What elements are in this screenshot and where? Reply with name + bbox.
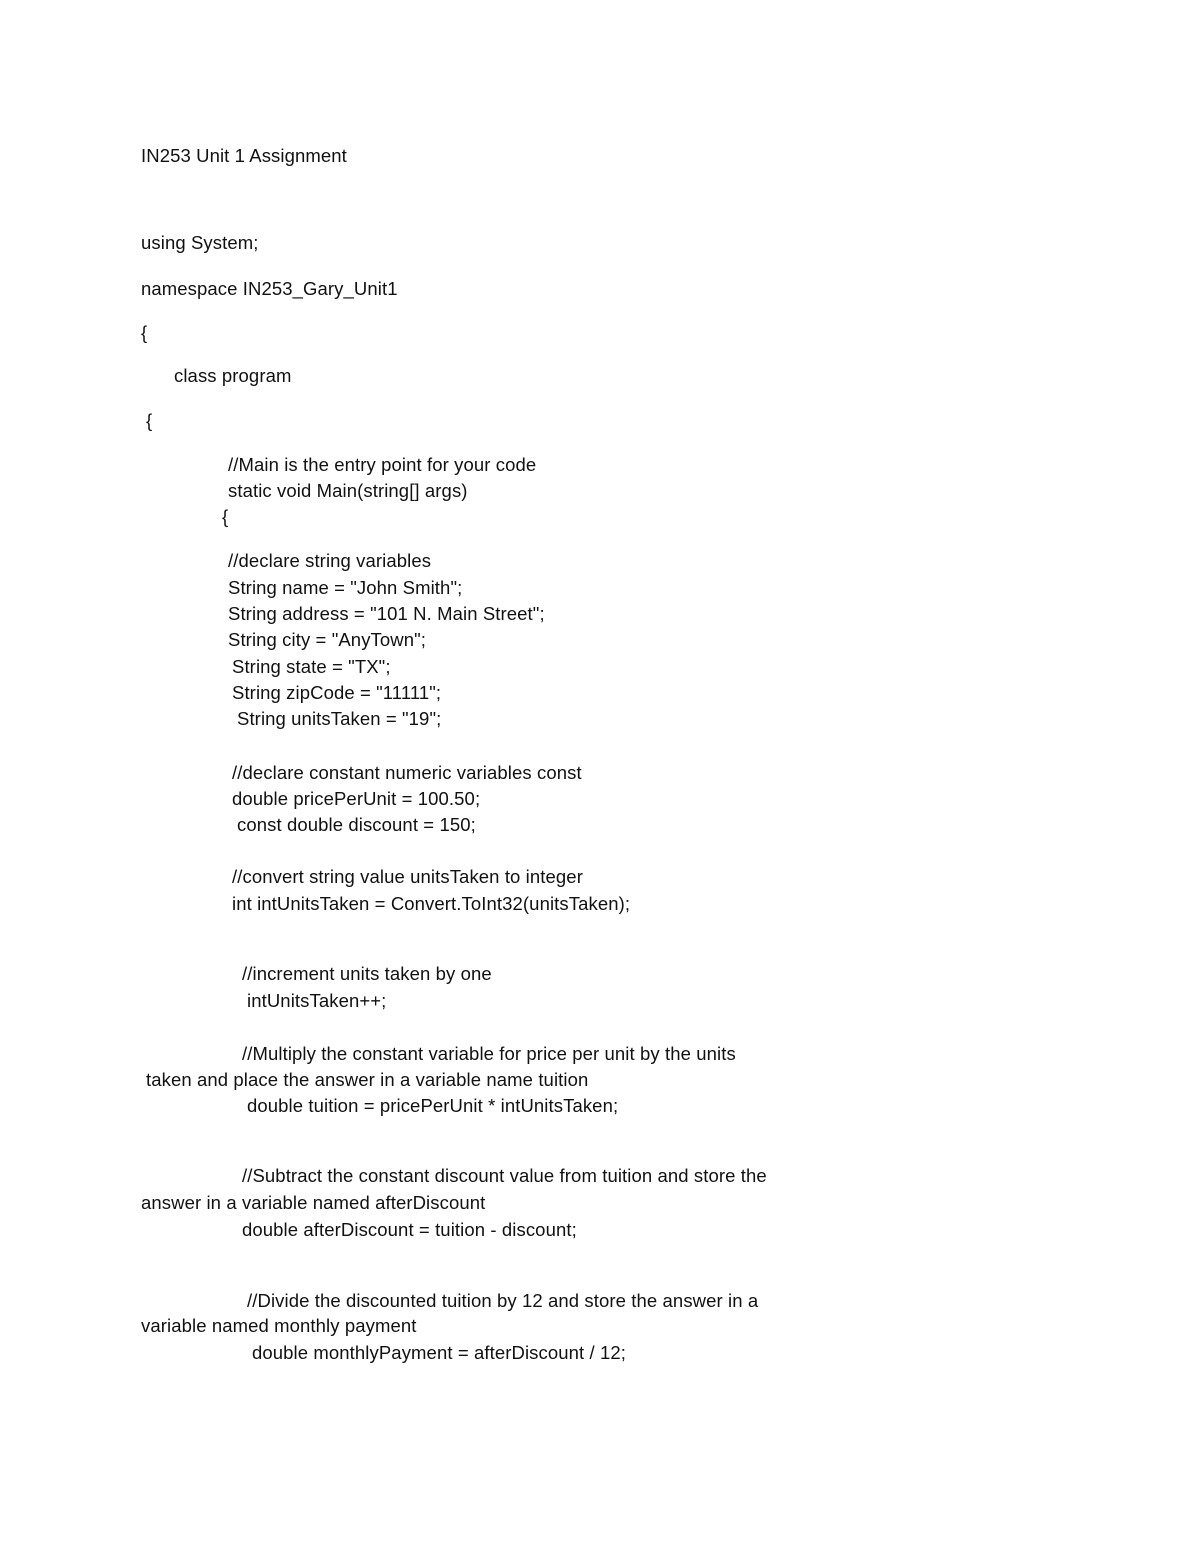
code-line: static void Main(string[] args) <box>228 480 468 501</box>
code-line: variable named monthly payment <box>141 1315 417 1336</box>
document-title: IN253 Unit 1 Assignment <box>141 145 347 166</box>
code-line: const double discount = 150; <box>237 814 476 835</box>
code-line: int intUnitsTaken = Convert.ToInt32(unitsTaken); <box>232 893 631 914</box>
code-line: { <box>222 506 229 527</box>
code-line: String zipCode = "11111"; <box>232 682 442 703</box>
code-line: //Main is the entry point for your code <box>228 454 537 475</box>
code-line: using System; <box>141 232 259 253</box>
code-line: String state = "TX"; <box>232 656 391 677</box>
code-line: //convert string value unitsTaken to integer <box>232 866 583 887</box>
code-line: { <box>146 410 153 431</box>
code-line: double pricePerUnit = 100.50; <box>232 788 481 809</box>
code-line: intUnitsTaken++; <box>247 990 387 1011</box>
code-line: //Subtract the constant discount value from tuition and store the <box>242 1165 767 1186</box>
code-line: double monthlyPayment = afterDiscount / 12; <box>252 1342 626 1363</box>
code-line: double tuition = pricePerUnit * intUnitsTaken; <box>247 1095 619 1116</box>
code-line: String unitsTaken = "19"; <box>237 708 442 729</box>
code-line: class program <box>174 365 292 386</box>
code-line: String address = "101 N. Main Street"; <box>228 603 545 624</box>
code-line: String name = "John Smith"; <box>228 577 463 598</box>
code-line: namespace IN253_Gary_Unit1 <box>141 278 398 299</box>
code-line: //Multiply the constant variable for price per unit by the units <box>242 1043 736 1064</box>
code-line: answer in a variable named afterDiscount <box>141 1192 486 1213</box>
code-line: { <box>141 322 148 343</box>
code-line: double afterDiscount = tuition - discount; <box>242 1219 577 1240</box>
code-line: taken and place the answer in a variable name tuition <box>146 1069 589 1090</box>
code-line: //declare string variables <box>228 550 432 571</box>
code-line: String city = "AnyTown"; <box>228 629 427 650</box>
code-line: //increment units taken by one <box>242 963 492 984</box>
code-line: //declare constant numeric variables const <box>232 762 582 783</box>
code-line: //Divide the discounted tuition by 12 and store the answer in a <box>247 1290 759 1311</box>
